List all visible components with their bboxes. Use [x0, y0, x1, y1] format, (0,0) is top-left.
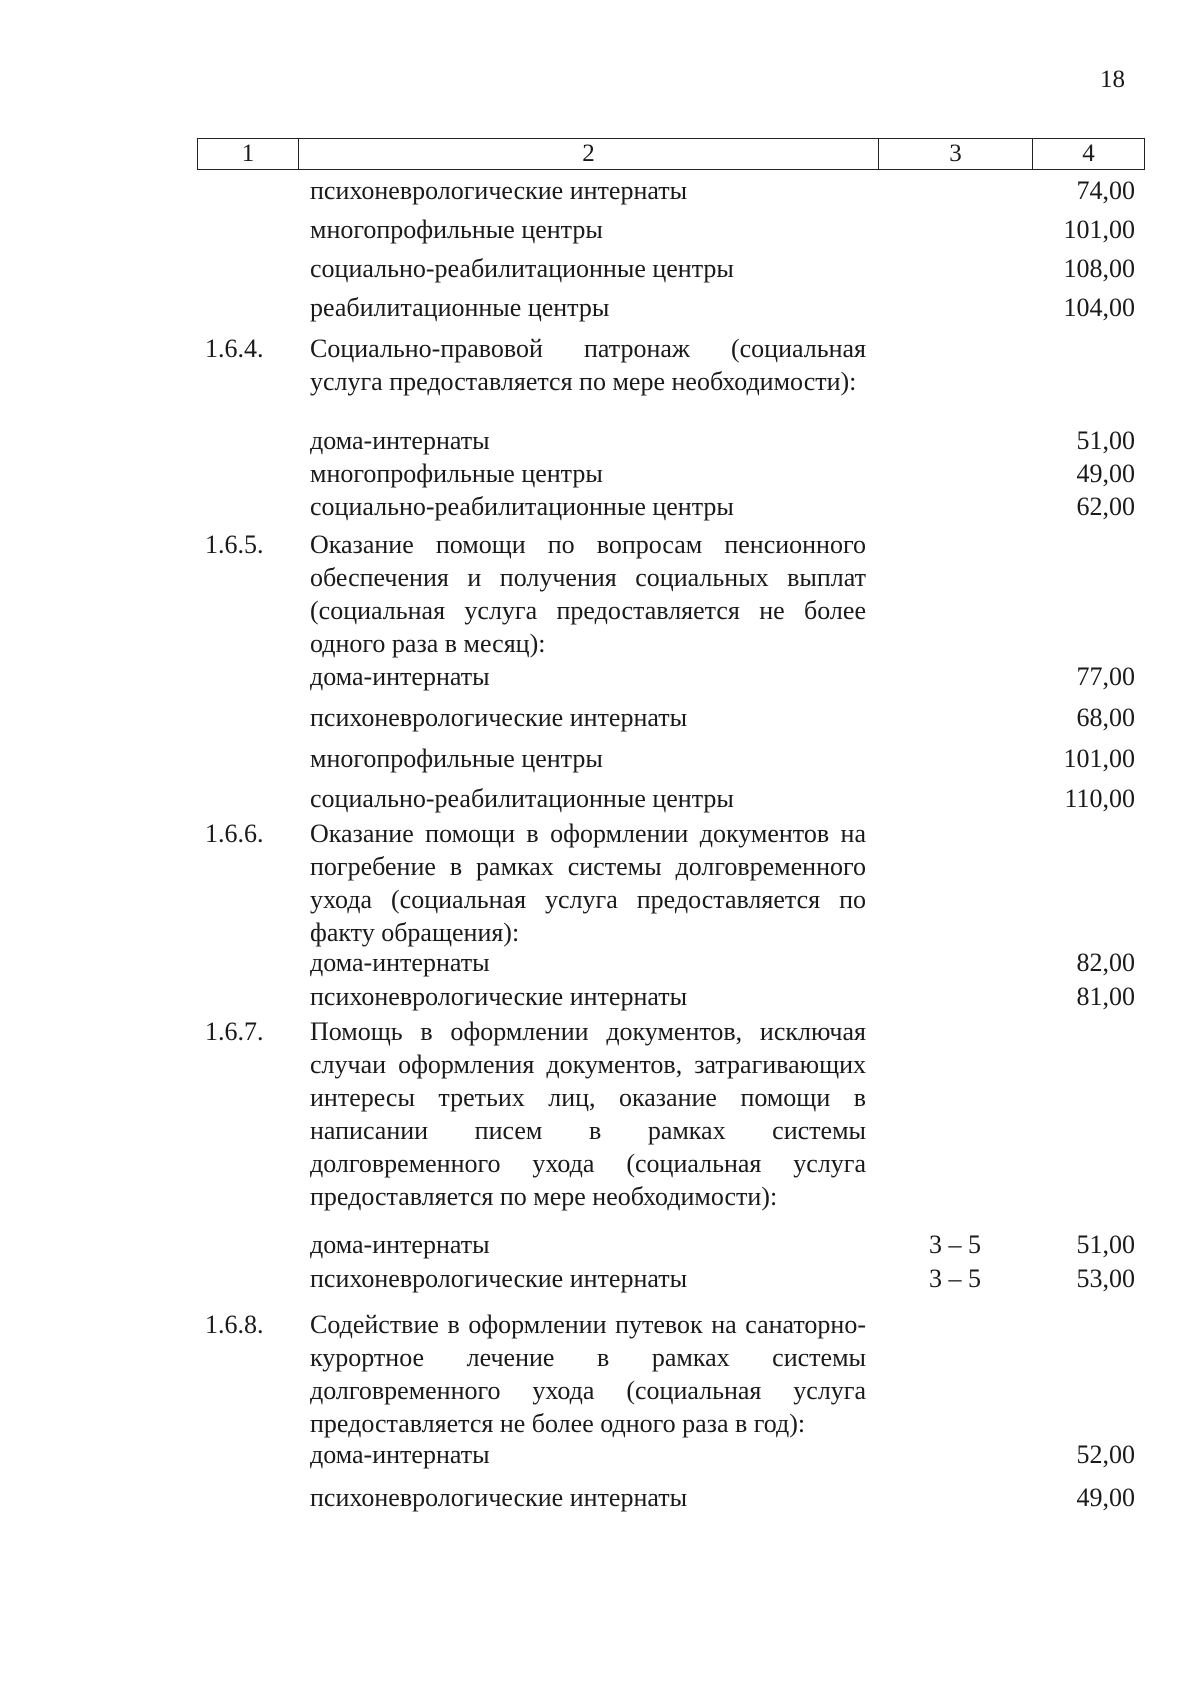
- section-description: Социально-правовой патронаж (социальная услуга предоставляется по мере необходимости):: [310, 334, 866, 396]
- row-label: многопрофильные центры: [310, 459, 603, 488]
- row-value: 52,00: [1076, 1440, 1135, 1469]
- row-label: дома-интернаты: [310, 948, 490, 977]
- row-label: психоневрологические интернаты: [310, 1483, 688, 1512]
- section-description: Оказание помощи в оформлении документов на погребение в рамках системы долговременного ухода (социальная услуга предоставляется по факту обращения):: [310, 819, 866, 947]
- row-value: 77,00: [1076, 662, 1135, 691]
- column-header-1: 1: [198, 139, 299, 169]
- row-label: дома-интернаты: [310, 1440, 490, 1469]
- table-header-row: [197, 138, 1145, 170]
- section-number: 1.6.6.: [205, 819, 264, 848]
- row-value: 74,00: [1076, 176, 1135, 205]
- row-label: дома-интернаты: [310, 662, 490, 691]
- section-number: 1.6.5.: [205, 530, 264, 559]
- section-number: 1.6.8.: [205, 1310, 264, 1339]
- row-value: 49,00: [1076, 459, 1135, 488]
- row-label: реабилитационные центры: [310, 293, 610, 322]
- row-label: многопрофильные центры: [310, 215, 603, 244]
- section-number: 1.6.7.: [205, 1017, 264, 1046]
- row-value: 104,00: [1063, 293, 1135, 322]
- row-label: социально-реабилитационные центры: [310, 784, 734, 813]
- section-description: Содействие в оформлении путевок на санаторно-курортное лечение в рамках системы долговременного ухода (социальная услуга предоставляется не более одного раза в год):: [310, 1310, 866, 1438]
- row-label: социально-реабилитационные центры: [310, 254, 734, 283]
- row-value: 110,00: [1064, 784, 1135, 813]
- row-label: психоневрологические интернаты: [310, 982, 688, 1011]
- row-label: дома-интернаты: [310, 1230, 490, 1259]
- row-label: психоневрологические интернаты: [310, 1264, 688, 1293]
- row-value: 51,00: [1076, 1230, 1135, 1259]
- row-value: 101,00: [1063, 744, 1135, 773]
- row-value: 49,00: [1076, 1483, 1135, 1512]
- column-header-2: 2: [299, 139, 879, 169]
- row-frequency: 3 – 5: [929, 1264, 981, 1293]
- row-value: 108,00: [1063, 254, 1135, 283]
- row-value: 68,00: [1076, 703, 1135, 732]
- row-label: многопрофильные центры: [310, 744, 603, 773]
- row-value: 82,00: [1076, 948, 1135, 977]
- row-value: 101,00: [1063, 215, 1135, 244]
- row-label: дома-интернаты: [310, 426, 490, 455]
- column-header-4: 4: [1082, 140, 1095, 167]
- section-description: Помощь в оформлении документов, исключая случаи оформления документов, затрагивающих интересы третьих лиц, оказание помощи в написании писем в рамках системы долговременного ухода (социальная услуга предоставляется по мере необходимости):: [310, 1017, 866, 1211]
- section-number: 1.6.4.: [205, 334, 264, 363]
- row-value: 62,00: [1076, 492, 1135, 521]
- row-frequency: 3 – 5: [929, 1230, 981, 1259]
- row-value: 81,00: [1076, 982, 1135, 1011]
- row-label: психоневрологические интернаты: [310, 176, 688, 205]
- page-number: 18: [1100, 66, 1125, 93]
- row-label: психоневрологические интернаты: [310, 703, 688, 732]
- column-header-3: 3: [879, 139, 1033, 169]
- row-value: 51,00: [1076, 426, 1135, 455]
- section-description: Оказание помощи по вопросам пенсионного обеспечения и получения социальных выплат (социальная услуга предоставляется не более одного раза в месяц):: [310, 530, 866, 658]
- row-value: 53,00: [1076, 1264, 1135, 1293]
- row-label: социально-реабилитационные центры: [310, 492, 734, 521]
